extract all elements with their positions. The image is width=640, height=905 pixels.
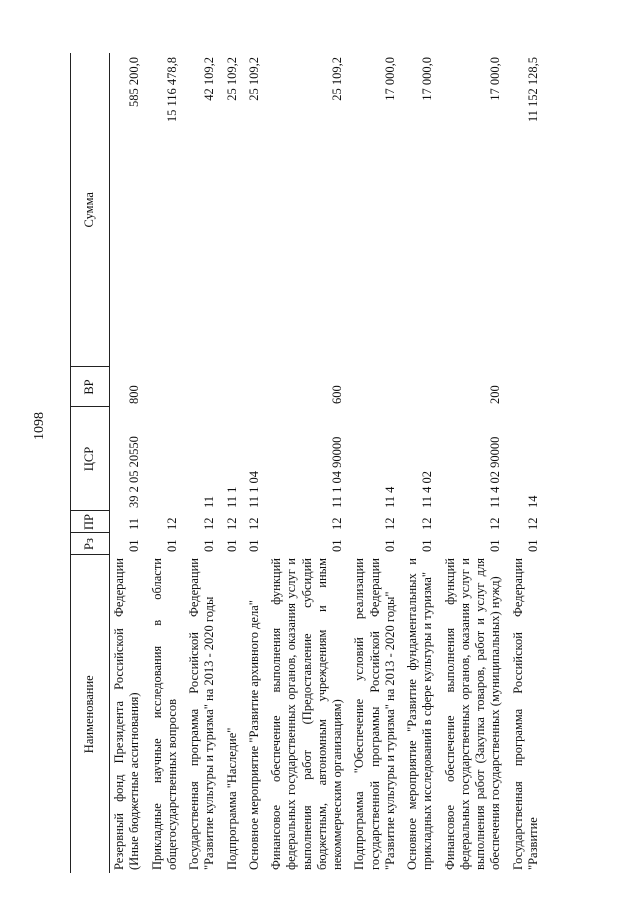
row-pr: 12 <box>420 517 435 530</box>
header-pr: ПР <box>71 511 110 533</box>
row-vr <box>245 367 267 407</box>
table-row <box>350 53 403 873</box>
row-csr: 11 1 04 <box>246 470 261 508</box>
row-sum: 42 109,2 <box>202 57 217 101</box>
row-csr: 11 1 04 90000 <box>330 436 344 508</box>
row-vr <box>148 367 186 407</box>
row-pr: 12 <box>330 517 344 530</box>
row-vr: 200 <box>488 385 503 404</box>
row-rz: 01 <box>525 539 540 552</box>
table-row <box>185 53 223 873</box>
budget-table-container <box>70 53 546 873</box>
row-sum: 585 200,0 <box>127 57 142 107</box>
row-name: Финансовое обеспечение выполнения функций федеральных государственных органов, оказания услуг и выполнения работ (Предоставление субсидий бюджетным, автономным учреждениям и иным некоммерческим организациям) <box>269 558 344 870</box>
row-csr: 11 4 <box>382 486 397 508</box>
page-number: 1098 <box>32 412 47 440</box>
row-sum: 17 000,0 <box>382 57 397 101</box>
row-sum: 25 109,2 <box>246 57 261 101</box>
row-pr: 12 <box>202 517 217 530</box>
row-rz: 01 <box>488 539 503 552</box>
row-vr <box>509 367 547 407</box>
header-csr: ЦСР <box>71 407 110 511</box>
header-rz: Рз <box>71 533 110 555</box>
row-pr: 11 <box>127 517 142 530</box>
row-rz: 01 <box>330 539 344 552</box>
row-name: Государственная программа Российской Федерации "Развитие культуры и туризма" на 2013 - 2020 годы <box>187 558 217 870</box>
row-sum: 11 152 128,5 <box>525 57 540 123</box>
row-csr: 11 4 02 <box>420 470 435 508</box>
row-sum: 15 116 478,8 <box>164 57 179 123</box>
table-row <box>441 53 509 873</box>
row-vr <box>403 367 441 407</box>
header-row <box>71 53 110 873</box>
table-row <box>509 53 547 873</box>
row-name: Основное мероприятие "Развитие архивного дела" <box>246 600 261 870</box>
row-name: Основное мероприятие "Развитие фундаментальных и прикладных исследований в сфере культуры и туризма" <box>405 558 435 870</box>
table-row <box>245 53 267 873</box>
row-rz: 01 <box>224 539 239 552</box>
row-csr: 14 <box>525 495 540 508</box>
row-sum: 17 000,0 <box>488 57 503 101</box>
row-name: Подпрограмма "Наследие" <box>224 727 239 870</box>
row-sum: 25 109,2 <box>330 57 344 101</box>
row-csr: 11 1 <box>224 486 239 508</box>
row-rz: 01 <box>246 539 261 552</box>
table-row <box>110 53 148 873</box>
row-csr: 11 4 02 90000 <box>488 436 503 508</box>
row-vr <box>350 367 403 407</box>
row-name: Прикладные научные исследования в области общегосударственных вопросов <box>149 558 179 870</box>
row-pr: 12 <box>246 517 261 530</box>
row-pr: 12 <box>488 517 503 530</box>
row-vr <box>223 367 245 407</box>
table-row <box>403 53 441 873</box>
row-vr: 600 <box>330 385 344 404</box>
header-name: Наименование <box>71 555 110 873</box>
row-rz: 01 <box>127 539 142 552</box>
row-pr: 12 <box>382 517 397 530</box>
row-rz: 01 <box>420 539 435 552</box>
row-sum: 17 000,0 <box>420 57 435 101</box>
row-sum: 25 109,2 <box>224 57 239 101</box>
row-csr <box>148 407 186 511</box>
row-pr: 12 <box>224 517 239 530</box>
row-rz: 01 <box>164 539 179 552</box>
row-vr <box>185 367 223 407</box>
row-rz: 01 <box>202 539 217 552</box>
row-rz: 01 <box>382 539 397 552</box>
row-name: Подпрограмма "Обеспечение условий реализации государственной программы Российской Федерации "Развитие культуры и туризма" на 2013 - 2020 годы" <box>352 558 397 870</box>
row-csr: 11 <box>202 495 217 508</box>
row-csr: 39 2 05 20550 <box>127 436 142 508</box>
header-vr: ВР <box>71 367 110 407</box>
row-vr: 800 <box>127 385 142 404</box>
budget-table <box>70 53 546 873</box>
row-name: Финансовое обеспечение выполнения функций федеральных государственных органов, оказания услуг и выполнения работ (Закупка товаров, работ и услуг для обеспечения государственных (муниципальных) нужд) <box>442 558 503 870</box>
table-row <box>267 53 350 873</box>
row-name: Резервный фонд Президента Российской Федерации (Иные бюджетные ассигнования) <box>112 558 142 870</box>
table-row <box>148 53 186 873</box>
table-row <box>223 53 245 873</box>
row-name: Государственная программа Российской Федерации "Развитие <box>510 558 540 870</box>
header-sum: Сумма <box>71 53 110 367</box>
row-pr: 12 <box>525 517 540 530</box>
row-pr: 12 <box>164 517 179 530</box>
